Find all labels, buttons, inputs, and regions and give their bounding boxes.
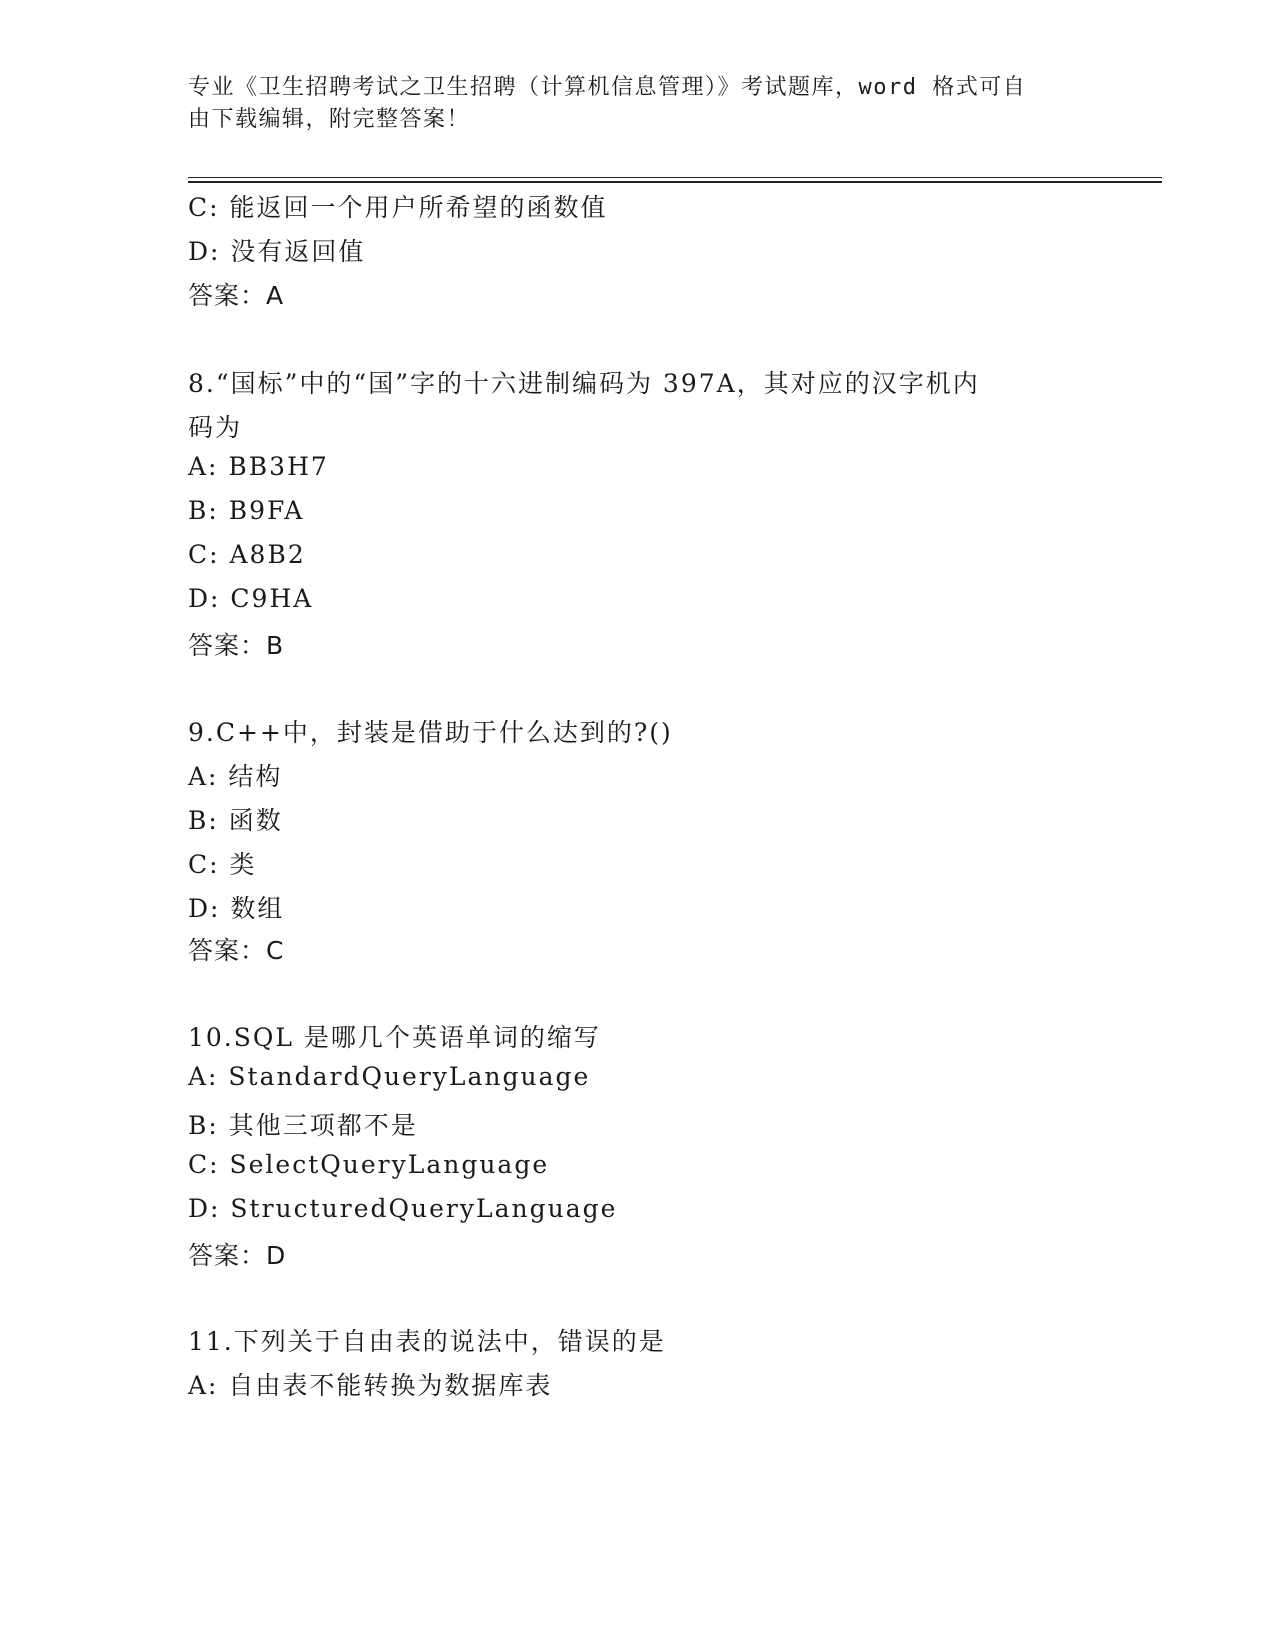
q8-stem-line-2: 码为 [188, 413, 243, 442]
header-line-2: 由下载编辑，附完整答案！ [188, 107, 471, 132]
q9-option-d: D: 数组 [188, 894, 285, 923]
q10-option-b: B: 其他三项都不是 [188, 1111, 418, 1140]
q8-stem-line-1: 8.“国标”中的“国”字的十六进制编码为 397A，其对应的汉字机内 [188, 369, 980, 398]
q10-option-d: D: StructuredQueryLanguage [188, 1194, 618, 1223]
q11-stem: 11.下列关于自由表的说法中，错误的是 [188, 1327, 666, 1356]
q11-option-a: A: 自由表不能转换为数据库表 [188, 1371, 553, 1400]
q9-option-a: A: 结构 [188, 762, 283, 791]
header-rule-thin [188, 177, 1162, 178]
q9-option-b: B: 函数 [188, 806, 283, 835]
q9-stem: 9.C++中，封装是借助于什么达到的?() [188, 718, 673, 747]
header-line-1: 专业《卫生招聘考试之卫生招聘（计算机信息管理）》考试题库，word 格式可自 [188, 75, 1027, 100]
q9-option-c: C: 类 [188, 850, 257, 879]
q10-option-a: A: StandardQueryLanguage [188, 1062, 591, 1091]
q8-option-b: B: B9FA [188, 496, 305, 525]
q8-option-d: D: C9HA [188, 584, 314, 613]
q7-option-c: C: 能返回一个用户所希望的函数值 [188, 193, 608, 222]
q8-answer: 答案：B [188, 631, 285, 660]
q7-answer: 答案：A [188, 281, 285, 310]
q10-stem: 10.SQL 是哪几个英语单词的缩写 [188, 1023, 601, 1052]
q9-answer: 答案：C [188, 936, 285, 965]
q8-option-c: C: A8B2 [188, 540, 306, 569]
q10-answer: 答案：D [188, 1241, 287, 1270]
document-header [188, 72, 1068, 136]
q8-option-a: A: BB3H7 [188, 452, 329, 481]
q10-option-c: C: SelectQueryLanguage [188, 1150, 550, 1179]
header-rule-thick [188, 181, 1162, 183]
q7-option-d: D: 没有返回值 [188, 237, 366, 266]
